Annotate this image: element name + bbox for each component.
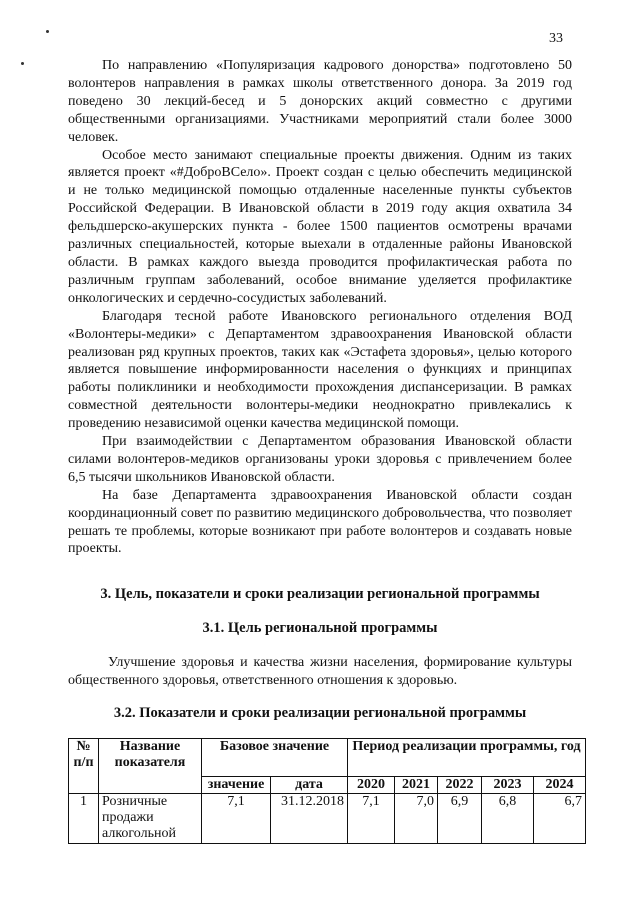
table-header-row <box>69 739 586 777</box>
header-date: дата <box>271 777 348 794</box>
scan-dot <box>46 30 49 33</box>
row-value: 7,0 <box>395 794 438 844</box>
paragraph: Особое место занимают специальные проекты движения. Одним из таких является проект «#ДоброВСело». Проект создан с целью обеспечить медицинской и не только медицинской помощью отдаленные населенные пункты субъектов Российской Федерации. В Ивановской области в 2019 году акция охватила 34 фельдшерско-акушерских пункта - более 1500 пациентов осмотрены врачами различных специальностей, которые выехали в отдаленные районы Ивановской области. В рамках каждого выезда проводится профилактическая работа по различным группам заболеваний, особое внимание уделяется профилактике онкологических и сердечно-сосудистых заболеваний. <box>68 147 572 306</box>
row-value: 6,7 <box>534 794 586 844</box>
paragraph: При взаимодействии с Департаментом образования Ивановской области силами волонтеров-медиков организованы уроки здоровья с привлечением более 6,5 тысячи школьников Ивановской области. <box>68 434 572 485</box>
section-3-2-heading: 3.2. Показатели и сроки реализации региональной программы <box>113 705 527 721</box>
goal-text: Улучшение здоровья и качества жизни населения, формирование культуры общественного здоровья, ответственного отношения к здоровью. <box>68 655 572 688</box>
row-value: 6,9 <box>438 794 482 844</box>
row-value: 7,1 <box>348 794 395 844</box>
header-period: Период реализации программы, год <box>348 739 586 777</box>
scan-dot <box>21 62 24 65</box>
body-text <box>68 57 572 558</box>
header-base: Базовое значение <box>202 739 348 777</box>
header-year: 2024 <box>534 777 586 794</box>
header-year: 2020 <box>348 777 395 794</box>
row-num: 1 <box>69 794 99 844</box>
header-year: 2023 <box>482 777 534 794</box>
header-name: Название показателя <box>99 739 202 794</box>
header-year: 2022 <box>438 777 482 794</box>
row-base-value: 7,1 <box>202 794 271 844</box>
header-value: значение <box>202 777 271 794</box>
indicators-table <box>68 738 586 844</box>
row-base-date: 31.12.2018 <box>271 794 348 844</box>
header-num: № п/п <box>69 739 99 794</box>
row-name: Розничные продажи алкогольной <box>99 794 202 844</box>
header-year: 2021 <box>395 777 438 794</box>
page-number: 33 <box>549 31 563 46</box>
paragraph: По направлению «Популяризация кадрового донорства» подготовлено 50 волонтеров направления в рамках школы ответственного донора. За 2019 год поведено 30 лекций-бесед и 5 донорских акций совместно с другими общественными организациями. Участниками мероприятий стали более 3000 человек. <box>68 58 572 145</box>
table-row <box>69 794 586 844</box>
section-3-1-heading: 3.1. Цель региональной программы <box>202 620 438 636</box>
row-value: 6,8 <box>482 794 534 844</box>
paragraph: Благодаря тесной работе Ивановского регионального отделения ВОД «Волонтеры-медики» с Департаментом здравоохранения Ивановской области реализован ряд крупных проектов, таких как «Эстафета здоровья», целью которого является повышение информированности населения о функциях и принципах работы поликлиники и необходимости прохождения диспансеризации. В рамках совместной деятельности волонтеры-медики неоднократно привлекались к проведению независимой оценки качества медицинской помощи. <box>68 308 572 432</box>
section-3-heading: 3. Цель, показатели и сроки реализации региональной программы <box>100 586 540 602</box>
paragraph: На базе Департамента здравоохранения Ивановской области создан координационный совет по развитию медицинского добровольчества, что позволяет решать те проблемы, которые возникают при работе волонтеров и создавать новые проекты. <box>68 487 572 557</box>
